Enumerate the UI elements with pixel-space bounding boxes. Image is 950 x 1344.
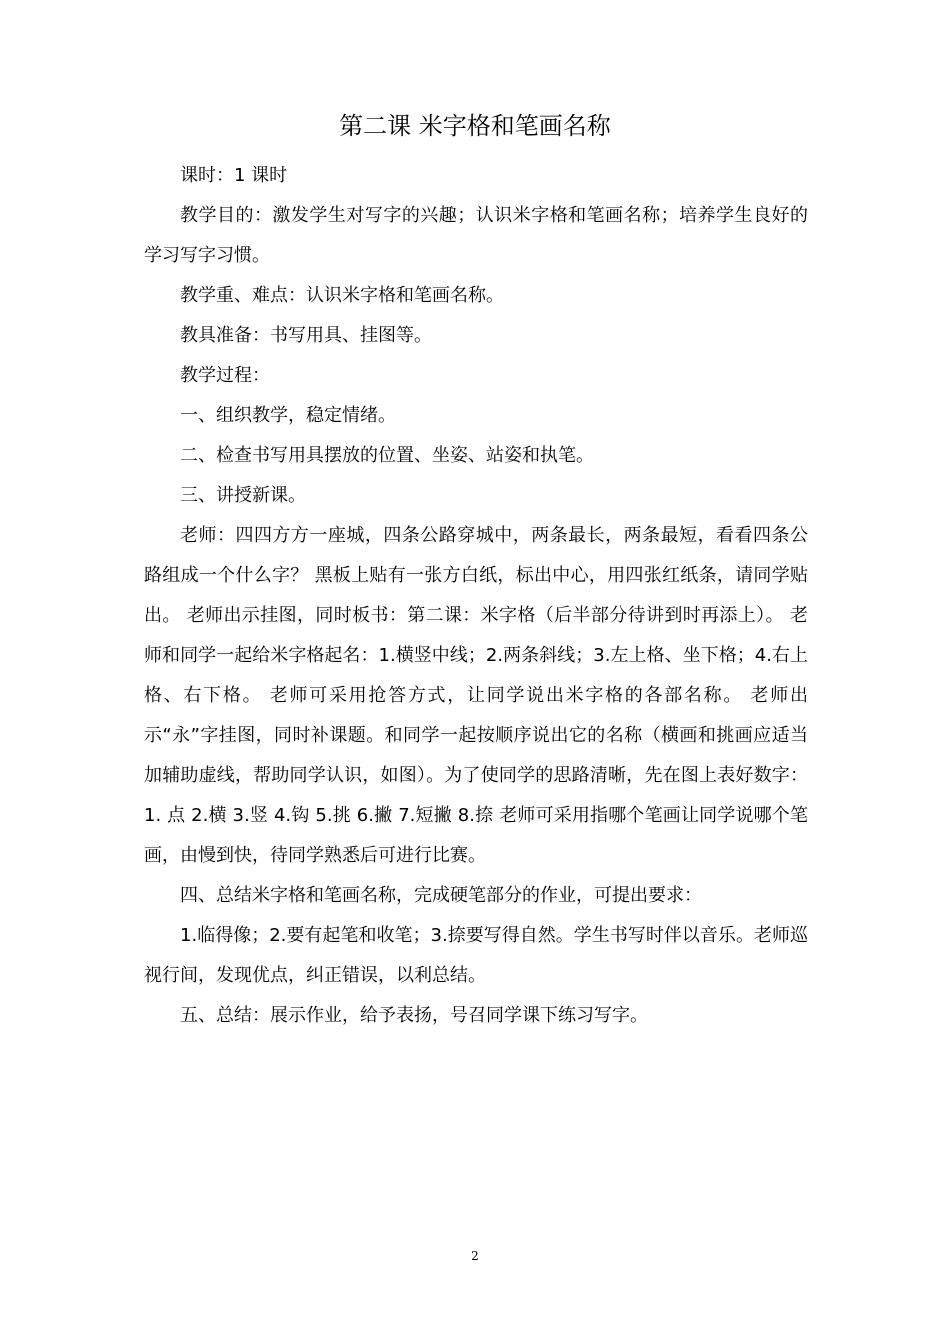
step-one: 一、组织教学，稳定情绪。 — [180, 405, 396, 426]
step-two: 二、检查书写用具摆放的位置、坐姿、站姿和执笔。 — [180, 445, 594, 466]
teaching-objective: 教学目的：激发学生对写字的兴趣；认识米字格和笔画名称；培养学生良好的学习写字习惯。 — [144, 205, 808, 266]
key-points: 教学重、难点：认识米字格和笔画名称。 — [180, 285, 504, 306]
class-hours: 课时：1 课时 — [180, 165, 288, 186]
requirements: 1.临得像；2.要有起笔和收笔；3.捺要写得自然。学生书写时伴以音乐。老师巡视行间，发现优点，纠正错误，以利总结。 — [144, 925, 808, 986]
teaching-aids: 教具准备：书写用具、挂图等。 — [180, 325, 432, 346]
lesson-title: 第二课 米字格和笔画名称 — [339, 112, 611, 140]
teaching-process-heading: 教学过程： — [180, 365, 270, 386]
step-three: 三、讲授新课。 — [180, 485, 306, 506]
step-four: 四、总结米字格和笔画名称，完成硬笔部分的作业，可提出要求： — [180, 885, 702, 906]
page-number: 2 — [471, 1249, 479, 1263]
step-five: 五、总结：展示作业，给予表扬，号召同学课下练习写字。 — [180, 1005, 648, 1026]
teacher-dialogue: 老师：四四方方一座城，四条公路穿城中，两条最长，两条最短，看看四条公路组成一个什么字？ 黑板上贴有一张方白纸，标出中心，用四张红纸条，请同学贴出。 老师出示挂图，同时板书：第二课：米字格（后半部分待讲到时再添上）。 老师和同学一起给米字格起名：1.横竖中线；2.两条斜线；3.左上格、坐下格；4.右上格、右下格。 老师可采用抢答方式，让同学说出米字格的各部名称。 老师出示“永”字挂图，同时补课题。和同学一起按顺序说出它的名称（横画和挑画应适当加辅助虚线，帮助同学认识，如图）。为了使同学的思路清晰，先在图上表好数字： 1. 点 2.横 3.竖 4.钩 5.挑 6.撇 7.短撇 8.捺 老师可采用指哪个笔画让同学说哪个笔画，由慢到快，待同学熟悉后可进行比赛。 — [144, 525, 808, 866]
lesson-body — [144, 156, 808, 1036]
